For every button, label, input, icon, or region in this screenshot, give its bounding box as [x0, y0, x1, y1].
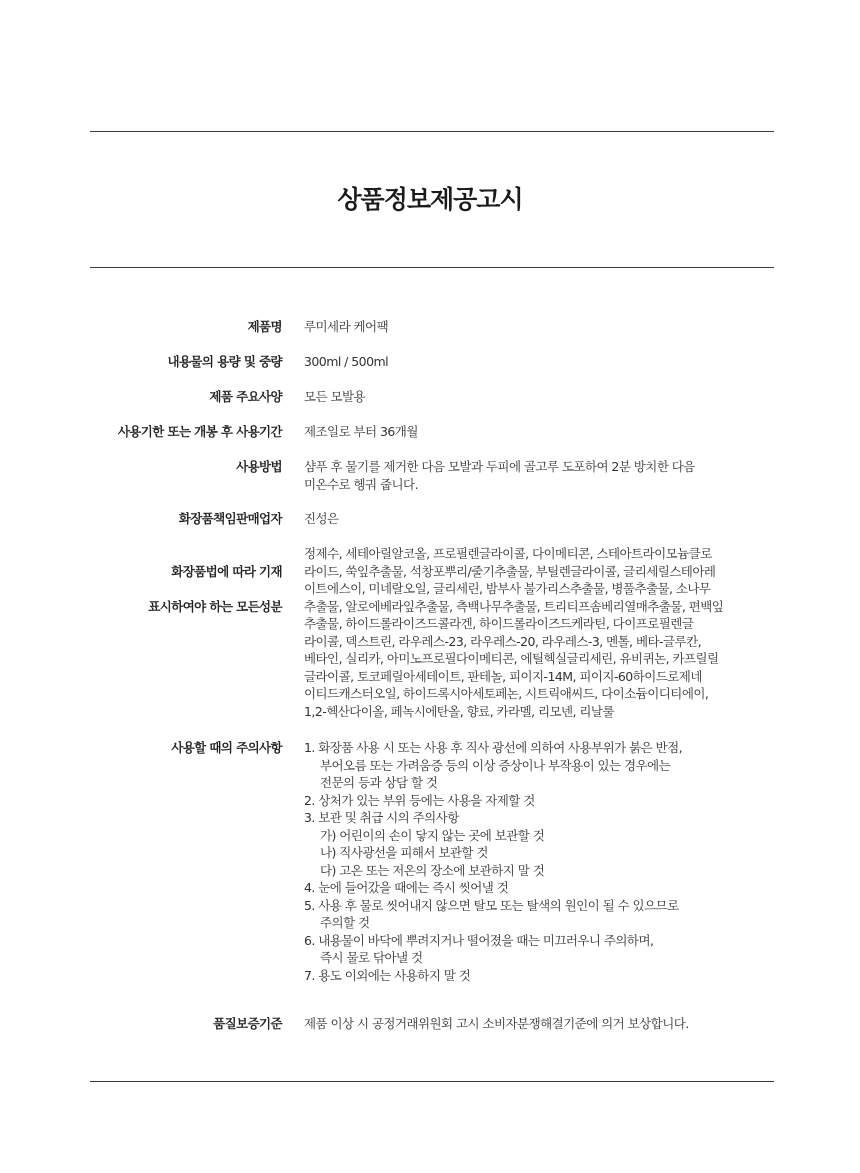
usage-line: 샴푸 후 물기를 제거한 다음 모발과 두피에 골고루 도포하여 2분 방치한 다음 [304, 459, 695, 474]
ingredients-label [0, 545, 282, 633]
precaution-line: 가) 어린이의 손이 닿지 않는 곳에 보관할 것 [320, 827, 545, 843]
capacity-value: 300ml / 500ml [304, 354, 389, 369]
info-row-main-spec [0, 388, 860, 423]
info-row-precautions [0, 739, 860, 1015]
main-spec-label: 제품 주요사양 [209, 389, 282, 404]
ingredients-line: 추출물, 하이드롤라이즈드콜라겐, 하이드롤라이즈드케라틴, 다이프로필렌글 [304, 616, 694, 631]
precaution-line: 다) 고온 또는 저온의 장소에 보관하지 말 것 [320, 862, 545, 878]
usage-label: 사용방법 [236, 459, 282, 474]
bottom-divider [90, 1081, 774, 1082]
precaution-line: 5. 사용 후 물로 씻어내지 않으면 탈모 또는 탈색의 원인이 될 수 있으므로 [304, 897, 679, 913]
top-divider [90, 131, 774, 132]
precaution-line: 3. 보관 및 취급 시의 주의사항 [304, 810, 459, 825]
distributor-label: 화장품책임판매업자 [178, 511, 282, 526]
ingredients-line: 정제수, 세테아릴알코올, 프로필렌글라이콜, 다이메티콘, 스테아트라이모늄클로 [304, 546, 712, 561]
precaution-line: 7. 용도 이외에는 사용하지 말 것 [304, 967, 471, 983]
precaution-line: 2. 상처가 있는 부위 등에는 사용을 자제할 것 [304, 792, 535, 808]
product-info-table [0, 318, 860, 1045]
info-row-ingredients [0, 545, 860, 739]
page-title: 상품정보제공고시 [337, 185, 523, 214]
distributor-value: 진성은 [304, 511, 339, 526]
ingredients-line: 추출물, 알로에베라잎추출물, 측백나무추출물, 트리티프솜베리열매추출물, 편백잎 [304, 598, 724, 614]
precaution-line: 6. 내용물이 바닥에 뿌려지거나 떨어졌을 때는 미끄러우니 주의하며, [304, 932, 654, 948]
ingredients-line: 이티드캐스터오일, 하이드록시아세토페논, 시트릭애씨드, 다이소듐이디티에이, [304, 686, 709, 701]
precaution-line: 주의할 것 [320, 915, 370, 930]
precautions-label: 사용할 때의 주의사항 [171, 740, 282, 755]
usage-value [304, 458, 774, 493]
info-row-capacity [0, 353, 860, 388]
usage-line: 미온수로 헹궈 줍니다. [304, 476, 418, 492]
warranty-value: 제품 이상 시 공정거래위원회 고시 소비자분쟁해결기준에 의거 보상합니다. [304, 1016, 689, 1031]
ingredients-value [304, 545, 774, 720]
info-row-product-name [0, 318, 860, 353]
ingredients-label-line: 화장품법에 따라 기재 [171, 563, 282, 579]
ingredients-line: 이트에스이, 미네랄오일, 글리세린, 밤부사 불가리스추출물, 병풀추출물, 소나무 [304, 581, 711, 596]
product-name-label: 제품명 [247, 319, 282, 334]
capacity-label: 내용물의 용량 및 중량 [167, 354, 282, 369]
ingredients-line: 베타인, 실리카, 아미노프로필다이메티콘, 에틸헥실글리세린, 유비퀴논, 카프릴릴 [304, 651, 719, 666]
precaution-line: 나) 직사광선을 피해서 보관할 것 [320, 845, 488, 860]
main-spec-value: 모든 모발용 [304, 389, 366, 404]
info-row-distributor [0, 510, 860, 545]
expiry-value: 제조일로 부터 36개월 [304, 424, 418, 439]
precaution-line: 부어오름 또는 가려움증 등의 이상 증상이나 부작용이 있는 경우에는 [320, 757, 671, 773]
title-divider [90, 267, 774, 268]
ingredients-line: 글라이콜, 토코페릴아세테이트, 판테놀, 피이지-14M, 피이지-60하이드로제네 [304, 668, 702, 684]
info-row-expiry [0, 423, 860, 458]
ingredients-label-line: 표시하여야 하는 모든성분 [148, 598, 282, 614]
info-row-warranty [0, 1015, 860, 1045]
product-name-value: 루미세라 케어팩 [304, 319, 389, 334]
precaution-line: 전문의 등과 상담 할 것 [320, 775, 438, 790]
info-row-usage [0, 458, 860, 510]
ingredients-line: 라이드, 쑥잎추출물, 석창포뿌리/줄기추출물, 부틸렌글라이콜, 글리세릴스테아레 [304, 563, 716, 579]
expiry-label: 사용기한 또는 개봉 후 사용기간 [117, 424, 282, 439]
precautions-value [304, 739, 774, 984]
ingredients-line: 1,2-헥산다이올, 페녹시에탄올, 향료, 카라멜, 리모넨, 리날룰 [304, 703, 614, 719]
ingredients-line: 라이콜, 덱스트린, 라우레스-23, 라우레스-20, 라우레스-3, 멘톨, 베타-글루칸, [304, 633, 702, 649]
precaution-line: 4. 눈에 들어갔을 때에는 즉시 씻어낼 것 [304, 880, 509, 895]
warranty-label: 품질보증기준 [213, 1016, 282, 1031]
precaution-line: 1. 화장품 사용 시 또는 사용 후 직사 광선에 의하여 사용부위가 붉은 반점, [304, 740, 683, 755]
precaution-line: 즉시 물로 닦아낼 것 [320, 950, 423, 965]
